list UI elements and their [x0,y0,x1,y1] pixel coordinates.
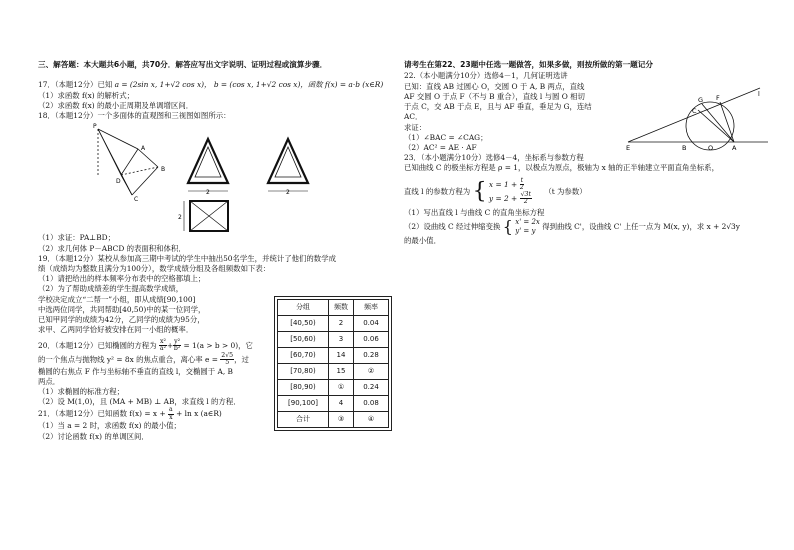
label-b: B [161,166,166,174]
frac-num: √3t [520,190,531,198]
frac-den: 2 [519,184,524,192]
q23-part2-b: 得到曲线 C'，设曲线 C' 上任一点为 M(x, y)，求 x + 2√3y [542,221,740,231]
label-p: P [93,123,97,131]
label-d: D [116,178,121,186]
q20-part1: （1）求椭圆的标准方程； [38,386,125,396]
cell-group: [80,90) [278,380,329,396]
q17-part1: （1）求函数 f(x) 的解析式； [38,90,134,100]
q20-line2-b: ，过 [234,354,249,364]
q23-part1: （1）写出直线 l 与曲线 C 的直角坐标方程 [404,207,545,217]
transform-x: x' = 2x [515,217,540,226]
cell-count: 14 [329,348,354,364]
q22-part2: （2）AC² = AE · AF [404,143,477,152]
cell-freq: 0.28 [354,348,389,364]
q23-part2 [404,218,766,236]
cell-group: [50,60) [278,332,329,348]
q19-line5: 学校决定成立“二帮一”小组，即从成绩[90,100] [38,294,196,304]
table-row [278,364,389,380]
frac-den: 5 [225,359,230,367]
cell-group: 合计 [278,412,329,428]
eq1-lhs: x = 1 + [488,179,518,189]
cell-freq: 0.06 [354,332,389,348]
left-brace: { [472,178,487,204]
frac-den: x [169,413,173,421]
q22-line4: 于点 C，交 AB 于点 E，且与 AF 垂直，垂足为 G，连结 [404,102,592,112]
q20-line2-a: 的一个焦点与抛物线 y² = 8x 的焦点重合，离心率 e = [38,354,218,364]
tangent-line-l [628,88,760,142]
q20-line1-b: = 1(a > b > 0)，它 [183,340,253,350]
label-c2: C [692,107,697,115]
q17-part2: （2）求函数 f(x) 的最小正周期及单调增区间． [38,100,194,110]
frac-den: b² [173,345,181,353]
freq-table [277,299,389,428]
label-a2: A [732,144,737,152]
q18-figures [38,121,398,233]
th-freq: 频率 [354,300,389,316]
table-row [278,332,389,348]
q19-line3: （1）请把给出的样本频率分布表中的空格都填上； [38,274,206,284]
frac-num: 2√5 [221,351,234,359]
table-row [278,396,389,412]
frac-num: a [169,406,173,414]
transform-y: y' = y [515,226,536,235]
table-row [278,316,389,332]
cell-freq: ④ [354,412,389,428]
cell-count: 3 [329,332,354,348]
q19-line8: 求甲、乙两同学恰好被安排在同一小组的概率． [38,325,194,335]
q18-part2: （2）求几何体 P－ABCD 的表面积和体积． [38,243,186,253]
cell-freq: 0.04 [354,316,389,332]
q23-part3: 的最小值． [404,236,441,246]
cell-count: 4 [329,396,354,412]
label-g: G [698,96,704,104]
cell-count: ③ [329,412,354,428]
q22-figure [620,86,770,154]
frequency-table [274,296,392,431]
q17-stem-a: 17．（本题12分）已知 [38,80,113,90]
q23-param-eq [404,178,766,206]
q20-line3: 椭圆的右焦点 F 作与坐标轴不垂直的直线 l，交椭圆于 A, B [38,366,233,376]
table-row [278,348,389,364]
eq2-frac [520,192,532,206]
eq2-lhs: y = 2 + [488,193,518,203]
q22-line3: AF 交圆 O 于点 F（不与 B 重合），直线 l 与圆 O 相切 [404,91,585,101]
label-b2: B [682,144,687,152]
q22-part1: （1）∠BAC = ∠CAG； [404,132,488,142]
q18-figure-svg [38,121,398,233]
q22-line1: 22.（本小题满分10分）选修4－1，几何证明选讲 [404,71,568,81]
q19-line1: 19．（本题12分）某校从参加高三期中考试的学生中抽出50名学生，并统计了他们的数学成 [38,253,336,263]
cell-freq: 0.08 [354,396,389,412]
q19-line6: 中选两位同学，共同帮助[40,50)中的某一位同学， [38,304,206,314]
q20-frac-x [159,339,167,353]
q23-line2: 已知曲线 C 的极坐标方程是 ρ = 1，以极点为原点，极轴为 x 轴的正半轴建立平面直角坐标系， [404,163,719,173]
q20-part2: （2）设 M(1,0)，且 (MA + MB) ⊥ AB，求直线 l 的方程． [38,397,241,407]
cell-count: 15 [329,364,354,380]
q21-part2: （2）讨论函数 f(x) 的单调区间． [38,431,149,441]
q23-param-suffix: （t 为参数） [544,186,587,196]
frac-num: y² [174,337,181,345]
front-view [188,139,228,183]
label-e: E [626,144,631,152]
q21-line1-a: 21．（本题12分）已知函数 f(x) = x + [38,409,166,419]
line-ag [702,104,734,142]
table-row [278,380,389,396]
q19-line4: （2）为了帮助成绩差的学生提高数学成绩， [38,284,184,294]
side-view [268,139,308,183]
param-eq-y [489,192,532,206]
top-dim: 2 [178,214,182,222]
label-o: O [708,144,714,152]
left-column [38,60,398,442]
table-row [278,412,389,428]
frac-num: x² [159,337,166,345]
side-dim: 2 [286,189,290,197]
q20-line1-a: 20．（本题12分）已知椭圆的方程为 [38,340,157,350]
transform-system [515,218,540,236]
q20-line4: 两点． [38,376,61,386]
label-l: l [758,90,760,98]
param-system [489,178,532,206]
top-view [190,201,228,231]
th-group: 分组 [278,300,329,316]
q17-vector-b: b = (cos x, 1+√2 cos x)，函数 f(x) = a·b (x∈R) [213,80,384,90]
q21-part1: （1）当 a = 2 时，求函数 f(x) 的最小值； [38,421,181,431]
q19-line2: 绩（成绩均为整数且满分为100分），数学成绩分组及各组频数如下表： [38,264,271,273]
param-eq-x [489,178,532,192]
pyramid-figure [98,129,158,195]
frac-den: 2 [523,198,528,206]
cell-group: [60,70) [278,348,329,364]
q20-frac-e [220,353,234,367]
cell-group: [40,50) [278,316,329,332]
section-header: 三、解答题：本大题共6小题，共70分．解答应写出文字说明、证明过程或演算步骤． [38,60,328,69]
cell-group: [70,80) [278,364,329,380]
cell-count: ① [329,380,354,396]
q21-frac [168,407,174,421]
cell-group: [90,100] [278,396,329,412]
cell-freq: ② [354,364,389,380]
q18-part1: （1）求证：PA⊥BD； [38,233,115,243]
cell-freq: 0.24 [354,380,389,396]
q20-line1: 20．（本题12分）已知椭圆的方程为 $\frac{\text{x²}}{\text{a²}}$ + $\frac{\text{y²}}{\text{b²}}$ = 1(a > b > 0)，它 [38,337,253,353]
th-count: 频数 [329,300,354,316]
q18-stem: 18．（本题12分）一个多面体的直观图和三视图如图所示： [38,111,231,121]
cell-count: 2 [329,316,354,332]
q22-line5: AC． [404,112,423,122]
q17-vector-a: a = (2sin x, 1+√2 cos x)， [114,80,212,90]
table-header-row [278,300,389,316]
eq1-frac [520,178,525,192]
transform-brace: { [502,216,513,236]
q20-frac-y [173,339,181,353]
q22-line6: 求证： [404,122,427,132]
q23-param-prefix: 直线 l 的参数方程为 [404,186,471,196]
label-c: C [134,196,139,204]
q22-line2: 已知：直线 AB 过圆心 O，交圆 O 于 A, B 两点，直线 [404,81,585,91]
q23-part2-a: （2）设曲线 C 经过伸缩变换 [404,221,501,231]
q19-line7: 已知甲同学的成绩为42分，乙同学的成绩为95分， [38,315,205,325]
front-dim: 2 [206,189,210,197]
q23-line1: 23．（本小题满分10分）选修4－4，坐标系与参数方程 [404,153,584,163]
q21-line1-b: + ln x (a∈R) [176,409,222,419]
frac-num: t [520,176,524,184]
optional-header: 请考生在第22、23题中任选一题做答，如果多做，则按所做的第一题记分 [404,60,653,69]
label-f: F [716,94,720,102]
frac-den: a² [159,345,167,353]
q17-stem [38,80,398,90]
label-a: A [141,145,146,153]
